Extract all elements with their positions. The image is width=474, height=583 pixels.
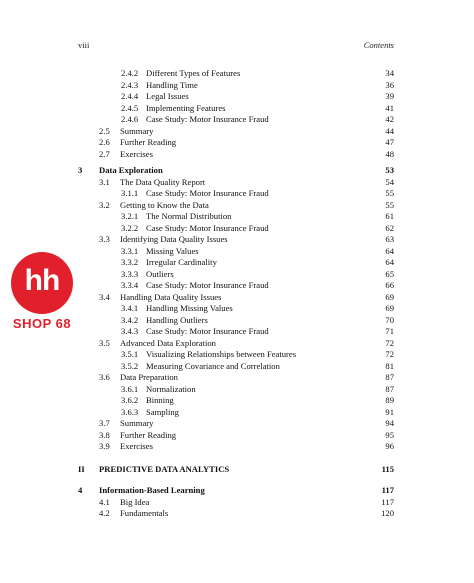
toc-entry-number: 3.3.3	[121, 268, 139, 279]
toc-entry-title: Normalization	[146, 383, 196, 394]
toc-entry-page: 55	[385, 188, 394, 198]
toc-entry-number: 3.6.3	[121, 406, 139, 417]
toc-section-entry[interactable]	[78, 257, 394, 269]
toc-entry-title: Sampling	[146, 406, 179, 417]
toc-entry-page: 62	[385, 222, 394, 233]
toc-entry-number: 3.1	[99, 176, 110, 187]
toc-section-entry[interactable]	[78, 200, 394, 212]
toc-entry-page: 70	[385, 314, 394, 325]
toc-entry-number: 2.5	[99, 125, 110, 136]
toc-entry-page: 94	[385, 418, 394, 428]
toc-entry-number: 3.5.1	[121, 349, 139, 359]
toc-entry-number: 3.3.2	[121, 257, 139, 267]
toc-entry-number: 3.6.1	[121, 383, 139, 394]
toc-entry-page: 120	[381, 508, 394, 518]
toc-section-entry[interactable]	[78, 508, 394, 520]
toc-entry-number: 3.4.2	[121, 314, 139, 325]
toc-chapter-entry[interactable]	[78, 485, 394, 497]
toc-entry-number: 3.2.2	[121, 222, 139, 233]
toc-entry-title: Legal Issues	[146, 91, 189, 101]
toc-entry-page: 54	[385, 176, 394, 187]
toc-entry-page: 72	[385, 337, 394, 348]
toc-section-entry[interactable]	[78, 315, 394, 327]
toc-entry-title: Data Exploration	[99, 165, 163, 175]
toc-entry-page: 72	[385, 349, 394, 359]
toc-entry-title: Information-Based Learning	[99, 485, 205, 495]
toc-section-entry[interactable]	[78, 326, 394, 338]
toc-section-entry[interactable]	[78, 407, 394, 419]
toc-section-entry[interactable]	[78, 372, 394, 384]
toc-entry-title: Fundamentals	[120, 508, 169, 518]
toc-entry-number: 3.5.2	[121, 360, 139, 371]
logo-mark: hh	[24, 264, 60, 297]
toc-entry-page: 41	[385, 102, 394, 113]
toc-entry-title: Further Reading	[120, 137, 177, 147]
logo-circle	[11, 252, 73, 314]
toc-entry-page: 95	[385, 429, 394, 440]
toc-entry-number: 3.4.3	[121, 326, 139, 336]
toc-entry-number: 3.1.1	[121, 188, 139, 198]
toc-entry-page: 117	[381, 496, 394, 507]
toc-entry-title: Big Idea	[120, 496, 150, 507]
toc-entry-title: Handling Missing Values	[146, 303, 233, 313]
toc-entry-number: 3.6	[99, 372, 110, 382]
toc-entry-number: 2.7	[99, 148, 110, 159]
toc-entry-number: 3.3	[99, 234, 110, 244]
toc-entry-title: Identifying Data Quality Issues	[120, 234, 228, 244]
toc-entry-number: 2.4.3	[121, 79, 139, 90]
toc-entry-page: 53	[385, 165, 394, 175]
toc-entry-title: Exercises	[120, 148, 153, 159]
toc-section-entry[interactable]	[78, 246, 394, 258]
logo-text: SHOP 68	[12, 316, 72, 331]
toc-section-entry[interactable]	[78, 395, 394, 407]
toc-entry-page: 48	[385, 148, 394, 159]
toc-entry-page: 39	[385, 91, 394, 101]
toc-entry-title: Advanced Data Exploration	[120, 337, 216, 348]
toc-entry-title: PREDICTIVE DATA ANALYTICS	[99, 463, 230, 474]
toc-entry-page: 96	[385, 441, 394, 451]
toc-entry-page: 64	[385, 257, 394, 267]
toc-entry-title: Irregular Cardinality	[146, 257, 217, 267]
toc-section-entry[interactable]	[78, 441, 394, 453]
toc-entry-page: 55	[385, 199, 394, 210]
toc-entry-page: 34	[385, 68, 394, 78]
toc-entry-title: Handling Time	[146, 79, 198, 90]
toc-entry-page: 42	[385, 114, 394, 124]
toc-section-entry[interactable]	[78, 292, 394, 304]
toc-entry-number: 3.4.1	[121, 303, 139, 313]
toc-entry-title: Binning	[146, 395, 174, 405]
toc-section-entry[interactable]	[78, 349, 394, 361]
toc-entry-number: 3.9	[99, 441, 110, 451]
toc-entry-title: Implementing Features	[146, 102, 226, 113]
toc-entry-page: 64	[385, 245, 394, 256]
toc-entry-title: Handling Outliers	[146, 314, 208, 325]
toc-entry-number: 3.2	[99, 199, 110, 210]
toc-entry-title: Different Types of Features	[146, 68, 241, 78]
toc-entry-number: II	[78, 463, 85, 474]
toc-section-entry[interactable]	[78, 269, 394, 281]
table-of-contents	[78, 68, 394, 520]
toc-part-entry[interactable]	[78, 464, 394, 476]
toc-section-entry[interactable]	[78, 418, 394, 430]
toc-entry-page: 117	[381, 485, 394, 495]
toc-section-entry[interactable]	[78, 384, 394, 396]
toc-section-entry[interactable]	[78, 137, 394, 149]
shop-watermark-logo	[6, 252, 78, 332]
toc-section-entry[interactable]	[78, 223, 394, 235]
toc-section-entry[interactable]	[78, 430, 394, 442]
toc-entry-title: Case Study: Motor Insurance Fraud	[146, 326, 269, 336]
toc-entry-number: 3.3.4	[121, 280, 139, 290]
toc-entry-number: 2.4.2	[121, 68, 139, 78]
toc-entry-title: The Data Quality Report	[120, 176, 206, 187]
toc-entry-number: 4.2	[99, 508, 110, 518]
toc-entry-title: Summary	[120, 125, 154, 136]
toc-section-entry[interactable]	[78, 149, 394, 161]
toc-entry-page: 69	[385, 291, 394, 302]
toc-section-entry[interactable]	[78, 303, 394, 315]
toc-entry-number: 3	[78, 165, 83, 175]
toc-entry-number: 2.4.5	[121, 102, 139, 113]
toc-entry-number: 3.5	[99, 337, 110, 348]
toc-entry-page: 65	[385, 268, 394, 279]
toc-entry-page: 36	[385, 79, 394, 90]
toc-entry-title: Further Reading	[120, 429, 177, 440]
toc-entry-number: 3.2.1	[121, 211, 139, 221]
toc-entry-title: Measuring Covariance and Correlation	[146, 360, 280, 371]
toc-entry-page: 115	[381, 463, 394, 474]
toc-entry-title: The Normal Distribution	[146, 211, 232, 221]
toc-section-entry[interactable]	[78, 177, 394, 189]
toc-entry-title: Exercises	[120, 441, 153, 451]
toc-entry-number: 3.6.2	[121, 395, 139, 405]
running-title: Contents	[363, 40, 394, 50]
toc-section-entry[interactable]	[78, 280, 394, 292]
toc-entry-title: Visualizing Relationships between Features	[146, 349, 297, 359]
toc-entry-page: 81	[385, 360, 394, 371]
toc-entry-number: 3.3.1	[121, 245, 139, 256]
toc-section-entry[interactable]	[78, 188, 394, 200]
toc-entry-page: 71	[385, 326, 394, 336]
page-number: viii	[78, 40, 90, 50]
toc-entry-number: 3.7	[99, 418, 110, 428]
toc-entry-title: Case Study: Motor Insurance Fraud	[146, 114, 269, 124]
toc-entry-page: 47	[385, 137, 394, 147]
toc-section-entry[interactable]	[78, 126, 394, 138]
toc-entry-number: 2.6	[99, 137, 110, 147]
toc-entry-page: 89	[385, 395, 394, 405]
toc-entry-title: Outliers	[146, 268, 174, 279]
toc-section-entry[interactable]	[78, 114, 394, 126]
toc-entry-title: Case Study: Motor Insurance Fraud	[146, 188, 269, 198]
toc-entry-page: 91	[385, 406, 394, 417]
toc-section-entry[interactable]	[78, 103, 394, 115]
toc-section-entry[interactable]	[78, 234, 394, 246]
toc-entry-page: 63	[385, 234, 394, 244]
toc-entry-page: 44	[385, 125, 394, 136]
toc-section-entry[interactable]	[78, 68, 394, 80]
toc-section-entry[interactable]	[78, 211, 394, 223]
toc-entry-page: 69	[385, 303, 394, 313]
toc-chapter-entry[interactable]	[78, 165, 394, 177]
toc-entry-number: 2.4.4	[121, 91, 139, 101]
toc-entry-page: 61	[385, 211, 394, 221]
toc-section-entry[interactable]	[78, 497, 394, 509]
toc-entry-page: 87	[385, 383, 394, 394]
toc-entry-title: Getting to Know the Data	[120, 199, 209, 210]
toc-section-entry[interactable]	[78, 80, 394, 92]
toc-section-entry[interactable]	[78, 361, 394, 373]
toc-entry-title: Missing Values	[146, 245, 199, 256]
toc-entry-page: 66	[385, 280, 394, 290]
toc-entry-page: 87	[385, 372, 394, 382]
toc-entry-number: 4	[78, 485, 83, 495]
toc-entry-number: 2.4.6	[121, 114, 139, 124]
toc-entry-title: Summary	[120, 418, 154, 428]
toc-entry-number: 3.4	[99, 291, 110, 302]
toc-entry-title: Case Study: Motor Insurance Fraud	[146, 280, 269, 290]
page-header	[78, 40, 394, 52]
toc-section-entry[interactable]	[78, 91, 394, 103]
toc-entry-title: Handling Data Quality Issues	[120, 291, 222, 302]
toc-entry-number: 4.1	[99, 496, 110, 507]
toc-entry-title: Data Preparation	[120, 372, 178, 382]
toc-section-entry[interactable]	[78, 338, 394, 350]
toc-entry-title: Case Study: Motor Insurance Fraud	[146, 222, 269, 233]
toc-entry-number: 3.8	[99, 429, 110, 440]
